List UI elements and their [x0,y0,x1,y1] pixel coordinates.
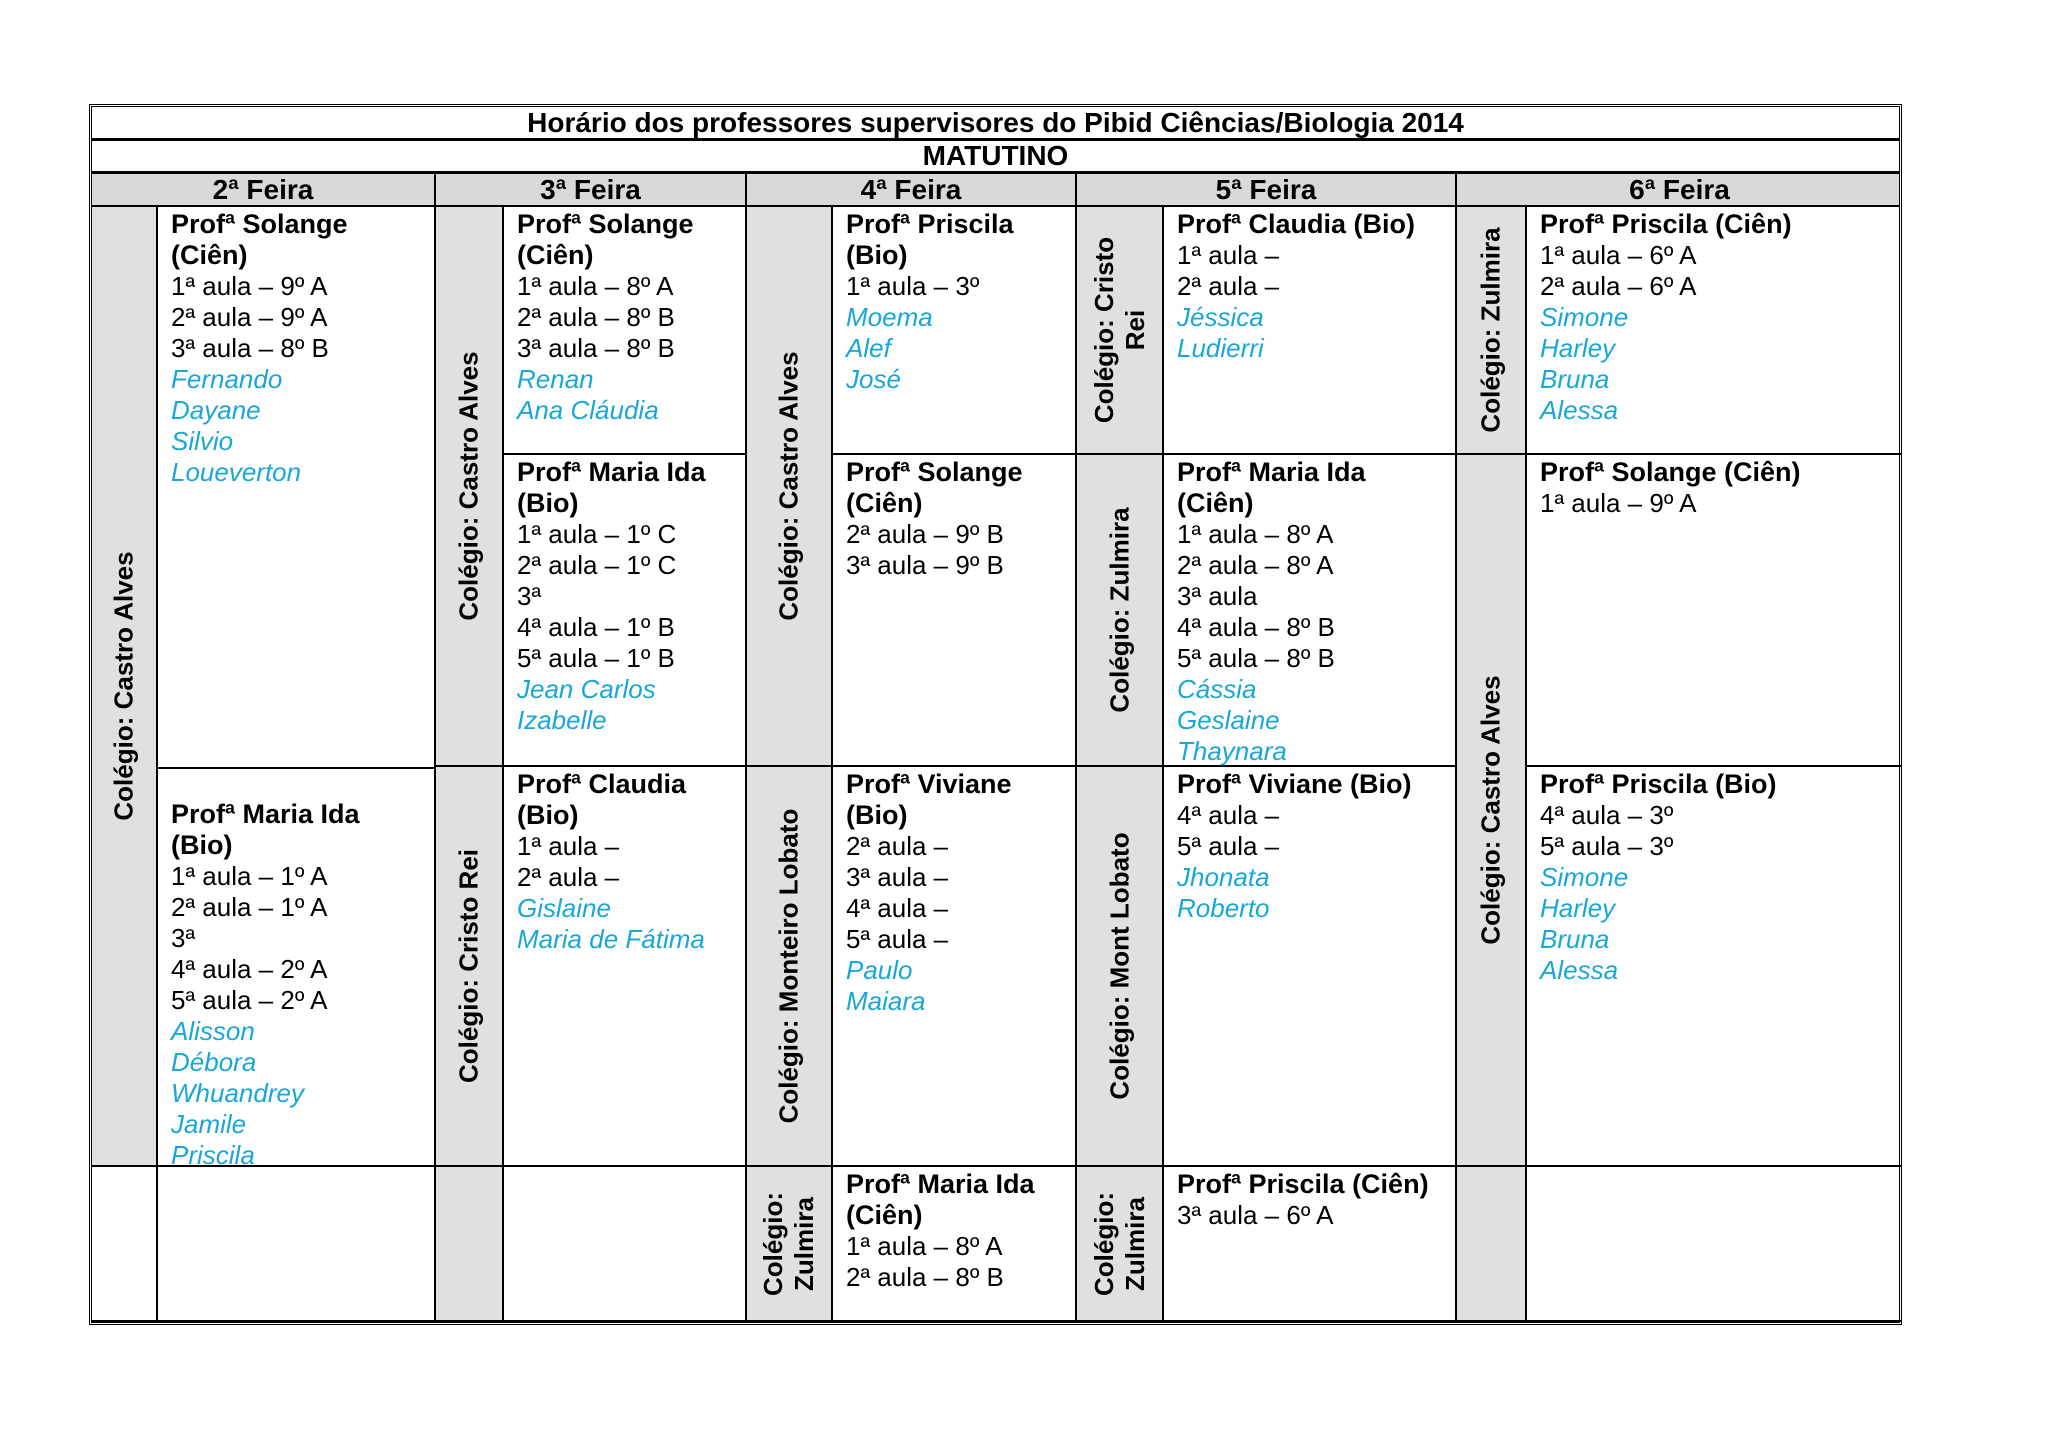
class-slot: 5ª aula – 1º B [517,643,675,673]
class-slot: 2ª aula – 8º A [1177,550,1334,580]
teacher-block [1164,455,1455,767]
class-slot: 1ª aula – 6º A [1540,240,1697,270]
class-slot: 3ª aula [1177,581,1258,611]
day-header-mon: 2ª Feira [92,174,436,205]
school-cell [1077,767,1164,1167]
day-header-wed: 4ª Feira [747,174,1077,205]
teacher-name: Profª Claudia [517,769,687,799]
student-name: Gislaine [517,893,611,923]
school-label: Colégio: Zulmira [1104,507,1134,713]
class-slot: 1ª aula – [1177,240,1280,270]
student-name: Maria de Fátima [517,924,705,954]
empty-school-cell [436,1167,504,1322]
school-label-line: Colégio: [1088,1191,1119,1296]
student-name: Fernando [171,364,283,394]
class-slot: 1ª aula – 9º A [1540,488,1697,518]
shift-label: MATUTINO [92,141,1899,174]
school-label: Colégio: Castro Alves [108,551,139,821]
class-slot: 2ª aula – [846,831,949,861]
student-name: Alisson [171,1016,255,1046]
student-name: Whuandrey [171,1078,304,1108]
class-slot: 4ª aula – 2º A [171,954,328,984]
schedule-cell [504,207,747,455]
student-name: Maiara [846,986,926,1016]
teacher-subject: (Ciên) [517,240,594,270]
teacher-name: Profª Solange [517,209,694,239]
teacher-subject: (Bio) [171,830,233,860]
teacher-name: Profª Viviane [846,769,1012,799]
schedule-cell [1527,207,1902,455]
student-name: Renan [517,364,594,394]
class-slot: 3ª [517,581,542,611]
class-slot: 2ª aula – [517,862,620,892]
schedule-cell [833,455,1077,767]
student-name: Alessa [1540,395,1619,425]
class-slot: 5ª aula – [846,924,949,954]
class-slot: 2ª aula – 1º A [171,892,328,922]
class-slot: 4ª aula – 3º [1540,800,1674,830]
school-label-line: Zulmira [1119,1196,1150,1291]
schedule-cell [1527,767,1902,1167]
teacher-name: Profª Priscila (Ciên) [1540,209,1792,239]
student-name: Loueverton [171,457,302,487]
student-name: Dayane [171,395,261,425]
schedule-table [89,104,1902,1325]
class-slot: 1ª aula – 8º A [1177,519,1334,549]
teacher-name: Profª Solange (Ciên) [1540,457,1801,487]
teacher-block [1527,767,1902,986]
teacher-name: Profª Maria Ida [846,1169,1035,1199]
class-slot: 3ª [171,923,196,953]
student-name: Jean Carlos [517,674,656,704]
empty-school-cell [92,1167,158,1322]
schedule-cell [1164,1167,1457,1322]
day-header-thu: 5ª Feira [1077,174,1457,205]
schedule-cell [1527,455,1902,767]
class-slot: 5ª aula – [1177,831,1280,861]
class-slot: 3ª aula – 8º B [171,333,329,363]
school-cell [1457,207,1527,455]
teacher-subject: (Ciên) [846,488,923,518]
school-label: Colégio: Castro Alves [1475,675,1506,945]
school-label: Colégio: Monteiro Lobato [773,808,804,1124]
school-label-line: Zulmira [789,1196,819,1291]
empty-cell [1527,1167,1902,1322]
teacher-block [158,207,434,488]
schedule-cell [833,1167,1077,1322]
school-label [1089,237,1151,423]
teacher-block [1527,455,1902,519]
school-cell [92,207,158,1167]
student-name: Silvio [171,426,234,456]
teacher-name: Profª Maria Ida [517,457,706,487]
teacher-block [833,207,1075,395]
day-header-tue: 3ª Feira [436,174,747,205]
student-name: Simone [1540,862,1629,892]
school-cell [747,767,833,1167]
schedule-cell [1164,455,1457,767]
class-slot: 2ª aula – [1177,271,1280,301]
teacher-block [1527,207,1902,426]
teacher-name: Profª Solange [171,209,348,239]
student-name: Jhonata [1177,862,1270,892]
teacher-block [833,767,1075,1017]
schedule-cell [1164,767,1457,1167]
school-label: Colégio: Castro Alves [453,351,484,621]
student-name: José [846,364,901,394]
class-slot: 4ª aula – 1º B [517,612,675,642]
student-name: Bruna [1540,924,1610,954]
teacher-name: Profª Priscila (Bio) [1540,769,1777,799]
student-name: Thaynara [1177,736,1287,766]
class-slot: 1ª aula – 3º [846,271,980,301]
teacher-subject: (Bio) [846,240,908,270]
student-name: Jamile [171,1109,247,1139]
student-name: Simone [1540,302,1629,332]
class-slot: 2ª aula – 1º C [517,550,677,580]
teacher-subject: (Bio) [846,800,908,830]
schedule-cell [833,767,1077,1167]
class-slot: 3ª aula – 6º A [1177,1200,1334,1230]
student-name: Bruna [1540,364,1610,394]
class-slot: 4ª aula – [846,893,949,923]
teacher-name: Profª Solange [846,457,1023,487]
teacher-name: Profª Priscila [846,209,1014,239]
student-name: Ana Cláudia [517,395,659,425]
class-slot: 2ª aula – 9º A [171,302,328,332]
student-name: Priscila [171,1140,255,1170]
student-name: Débora [171,1047,257,1077]
school-label-line: Colégio: [758,1191,788,1296]
teacher-block [833,1167,1075,1293]
school-cell [747,1167,833,1322]
class-slot: 1ª aula – 8º A [846,1231,1003,1261]
school-label: Colégio: Zulmira [1475,227,1506,433]
empty-cell [504,1167,747,1322]
school-cell [436,207,504,767]
class-slot: 5ª aula – 3º [1540,831,1674,861]
class-slot: 2ª aula – 8º B [517,302,675,332]
school-cell [1077,1167,1164,1322]
teacher-block [833,455,1075,581]
class-slot: 4ª aula – 8º B [1177,612,1335,642]
teacher-subject: (Bio) [517,800,579,830]
student-name: Moema [846,302,933,332]
class-slot: 1ª aula – 9º A [171,271,328,301]
days-header-row [92,174,1899,207]
class-slot: 1ª aula – 1º C [517,519,677,549]
class-slot: 1ª aula – 1º A [171,861,328,891]
student-name: Alessa [1540,955,1619,985]
day-header-fri: 6ª Feira [1629,173,1730,205]
class-slot: 3ª aula – 8º B [517,333,675,363]
school-label-line: Rei [1119,309,1150,351]
class-slot: 4ª aula – [1177,800,1280,830]
school-cell [436,767,504,1167]
student-name: Ludierri [1177,333,1264,363]
class-slot: 3ª aula – [846,862,949,892]
student-name: Roberto [1177,893,1270,923]
teacher-subject: (Ciên) [1177,488,1254,518]
class-slot: 2ª aula – 6º A [1540,271,1697,301]
student-name: Jéssica [1177,302,1264,332]
teacher-block [504,455,745,736]
class-slot: 3ª aula – 9º B [846,550,1004,580]
class-slot: 5ª aula – 8º B [1177,643,1335,673]
school-cell [1077,455,1164,767]
school-cell [1077,207,1164,455]
teacher-block [1164,1167,1455,1231]
teacher-block [1164,207,1455,364]
empty-cell [158,1167,436,1322]
school-cell [1457,455,1527,1167]
school-label: Colégio: Cristo Rei [453,848,484,1084]
teacher-name: Profª Maria Ida [1177,457,1366,487]
student-name: Harley [1540,333,1616,363]
schedule-grid [92,207,1899,1322]
schedule-cell [158,207,436,767]
student-name: Alef [846,333,891,363]
schedule-cell [504,767,747,1167]
student-name: Paulo [846,955,913,985]
student-name: Izabelle [517,705,607,735]
teacher-subject: (Ciên) [171,240,248,270]
teacher-block [504,207,745,426]
schedule-cell [504,455,747,767]
school-label [1089,1192,1151,1296]
table-title: Horário dos professores supervisores do Pibid Ciências/Biologia 2014 [92,107,1899,141]
teacher-name: Profª Claudia (Bio) [1177,209,1415,239]
school-label: Colégio: Mont Lobato [1104,832,1134,1100]
class-slot: 2ª aula – 9º B [846,519,1004,549]
teacher-block [504,767,745,955]
class-slot: 1ª aula – [517,831,620,861]
schedule-cell [158,767,436,1170]
class-slot: 2ª aula – 8º B [846,1262,1004,1292]
teacher-subject: (Bio) [517,488,579,518]
student-name: Geslaine [1177,705,1280,735]
teacher-name: Profª Maria Ida [171,799,360,829]
teacher-subject: (Ciên) [846,1200,923,1230]
schedule-cell [833,207,1077,455]
teacher-name: Profª Viviane (Bio) [1177,769,1412,799]
school-label [758,1192,820,1296]
teacher-name: Profª Priscila (Ciên) [1177,1169,1429,1199]
school-label-line: Colégio: Cristo [1088,236,1119,424]
teacher-block [1164,767,1455,924]
school-label: Colégio: Castro Alves [773,351,804,621]
teacher-block [158,769,434,1171]
school-cell [747,207,833,767]
class-slot: 5ª aula – 2º A [171,985,328,1015]
class-slot: 1ª aula – 8º A [517,271,674,301]
student-name: Harley [1540,893,1616,923]
empty-school-cell [1457,1167,1527,1322]
student-name: Cássia [1177,674,1257,704]
schedule-cell [1164,207,1457,455]
